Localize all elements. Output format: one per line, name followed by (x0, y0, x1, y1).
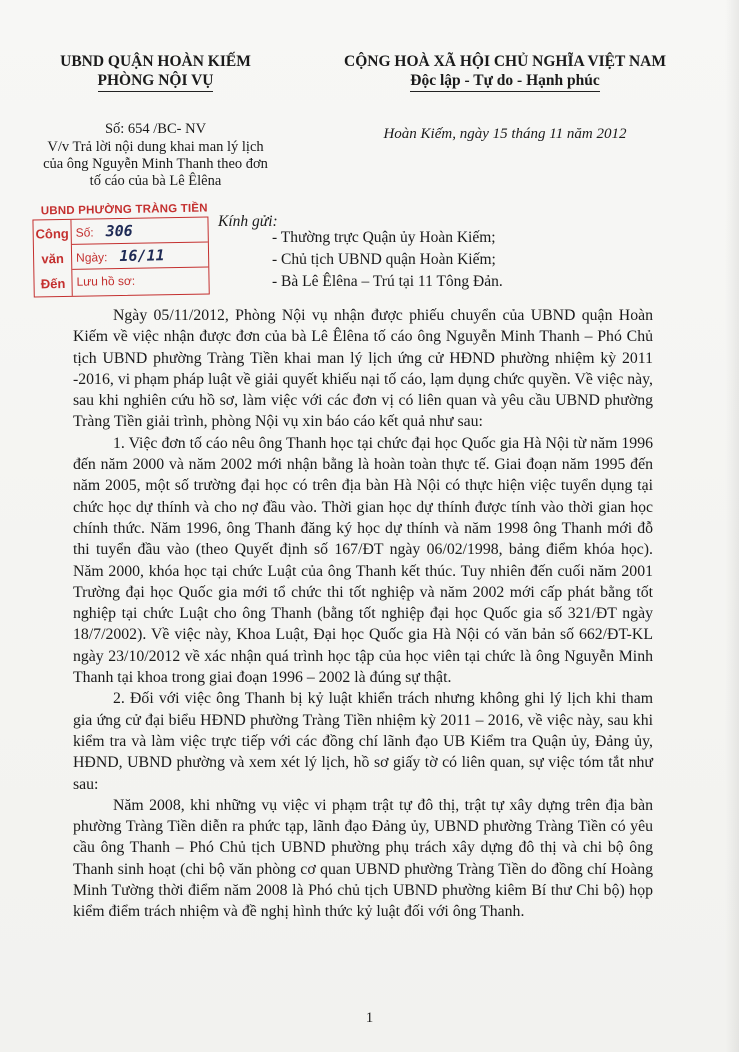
document-number: Số: 654 /BC- NV (104, 121, 207, 137)
recipient-list (272, 227, 503, 293)
stamp-row-number (71, 218, 207, 245)
stamp-word: văn (41, 251, 64, 267)
body-paragraph: 2. Đối với việc ông Thanh bị kỷ luật khiển trách nhưng không ghi lý lịch khi tham gia ứng cử đại biểu HĐND phường Tràng Tiền nhiệm kỳ 2011 – 2016, về việc này, sau khi kiểm tra và làm việc trực tiếp với các đồng chí lãnh đạo UB Kiểm tra Quận ủy, Đảng ủy, HĐND, UBND phường và xem xét lý lịch, hồ sơ giấy tờ có liên quan, sự việc tóm tắt như sau: (73, 690, 653, 793)
stamp-date-label: Ngày: (75, 250, 108, 265)
stamp-row-file (72, 267, 208, 294)
body-paragraph: Ngày 05/11/2012, Phòng Nội vụ nhận được phiếu chuyển của UBND quận Hoàn Kiếm về việc nhận được đơn của bà Lê Êlêna tố cáo ông Nguyễn Minh Thanh – Phó Chủ tịch UBND phường Tràng Tiền khai man lý lịch ứng cử HĐND phường nhiệm kỳ 2011 -2016, vi phạm pháp luật về giải quyết khiếu nại tố cáo, lạm dụng chức quyền. Về việc này, sau khi nghiên cứu hồ sơ, làm việc với các đơn vị có liên quan và yêu cầu UBND phường Tràng Tiền giải trình, phòng Nội vụ xin báo cáo kết quả như sau: (73, 307, 653, 431)
recipient-item: - Bà Lê Êlêna – Trú tại 11 Tông Đản. (272, 273, 503, 290)
recipient-item: - Chủ tịch UBND quận Hoàn Kiếm; (272, 251, 496, 268)
stamp-number-label: Số: (75, 225, 94, 240)
document-subject (28, 139, 283, 190)
stamp-word: Công (35, 225, 69, 242)
national-motto (300, 52, 710, 92)
salutation: Kính gửi: (218, 213, 278, 230)
stamp-number-value: 306 (105, 221, 133, 241)
stamp-row-date (72, 243, 208, 270)
stamp-box (32, 216, 209, 297)
document-date: Hoàn Kiếm, ngày 15 tháng 11 năm 2012 (383, 126, 627, 142)
incoming-document-stamp (32, 202, 212, 300)
document-body (73, 305, 653, 923)
subject-line: tố cáo của bà Lê Êlêna (89, 173, 222, 189)
page-number: 1 (365, 1010, 374, 1026)
motto-line-1: CỘNG HOÀ XÃ HỘI CHỦ NGHĨA VIỆT NAM (344, 53, 666, 70)
stamp-file-label: Lưu hồ sơ: (76, 273, 136, 289)
stamp-label-column (33, 220, 72, 297)
recipient-item: - Thường trực Quận ủy Hoàn Kiếm; (272, 229, 496, 246)
stamp-date-value: 16/11 (119, 246, 165, 266)
agency-line-2: PHÒNG NỘI VỤ (98, 71, 214, 92)
stamp-title: UBND PHƯỜNG TRÀNG TIỀN (40, 202, 208, 218)
agency-line-1: UBND QUẬN HOÀN KIẾM (60, 53, 251, 70)
body-paragraph: 1. Việc đơn tố cáo nêu ông Thanh học tại chức đại học Quốc gia Hà Nội từ năm 1996 đến năm 2000 và năm 2002 mới nhận bằng là hoàn toàn thực tế. Giai đoạn năm 1995 đến năm 2005, một số trường đại học có trên địa bàn Hà Nội có thực hiện việc tuyển dụng tại chức học dự thính và cho nợ đầu vào. Thời gian học dự thính được tính vào thời gian học chính thức. Năm 1996, ông Thanh đăng ký học dự thính và năm 1998 ông Thanh mới đỗ thi tuyển đầu vào (theo Quyết định số 167/ĐT ngày 06/02/1998, bảng điểm khóa học). Năm 2000, khóa học tại chức Luật của ông Thanh kết thúc. Tuy nhiên đến cuối năm 2001 Trường đại học Quốc gia mới tổ chức thi tốt nghiệp và năm 2002 mới cấp phát bằng tốt nghiệp tại chức Luật cho ông Thanh (bằng tốt nghiệp đại học Quốc gia số 321/ĐT ngày 18/7/2002). Về việc này, Khoa Luật, Đại học Quốc gia Hà Nội có văn bản số 662/ĐT-KL ngày 23/10/2012 về xác nhận quá trình học tập của học viên tại chức là ông Nguyễn Minh Thanh tại khoa trong giai đoạn 1996 – 2002 là đúng sự thật. (73, 434, 653, 687)
subject-line: của ông Nguyễn Minh Thanh theo đơn (43, 156, 268, 172)
motto-line-2: Độc lập - Tự do - Hạnh phúc (410, 71, 599, 92)
issuing-agency (28, 52, 283, 92)
subject-line: V/v Trả lời nội dung khai man lý lịch (47, 139, 264, 155)
body-paragraph: Năm 2008, khi những vụ việc vi phạm trật tự đô thị, trật tự xây dựng trên địa bàn phường Tràng Tiền diễn ra phức tạp, lãnh đạo Đảng ủy, UBND phường Tràng Tiền có yêu cầu ông Thanh – Phó Chủ tịch UBND phường phụ trách xây dựng đô thị và chi bộ ông Thanh sinh hoạt (chi bộ văn phòng cơ quan UBND phường Tràng Tiền do đồng chí Hoàng Minh Tường thời điểm năm 2008 là Phó chủ tịch UBND phường kiêm Bí thư Chi bộ) họp kiểm điểm trách nhiệm và đề nghị hình thức kỷ luật đối với ông Thanh. (73, 796, 653, 921)
stamp-word: Đến (40, 275, 66, 292)
page-edge-shadow (725, 0, 739, 1052)
